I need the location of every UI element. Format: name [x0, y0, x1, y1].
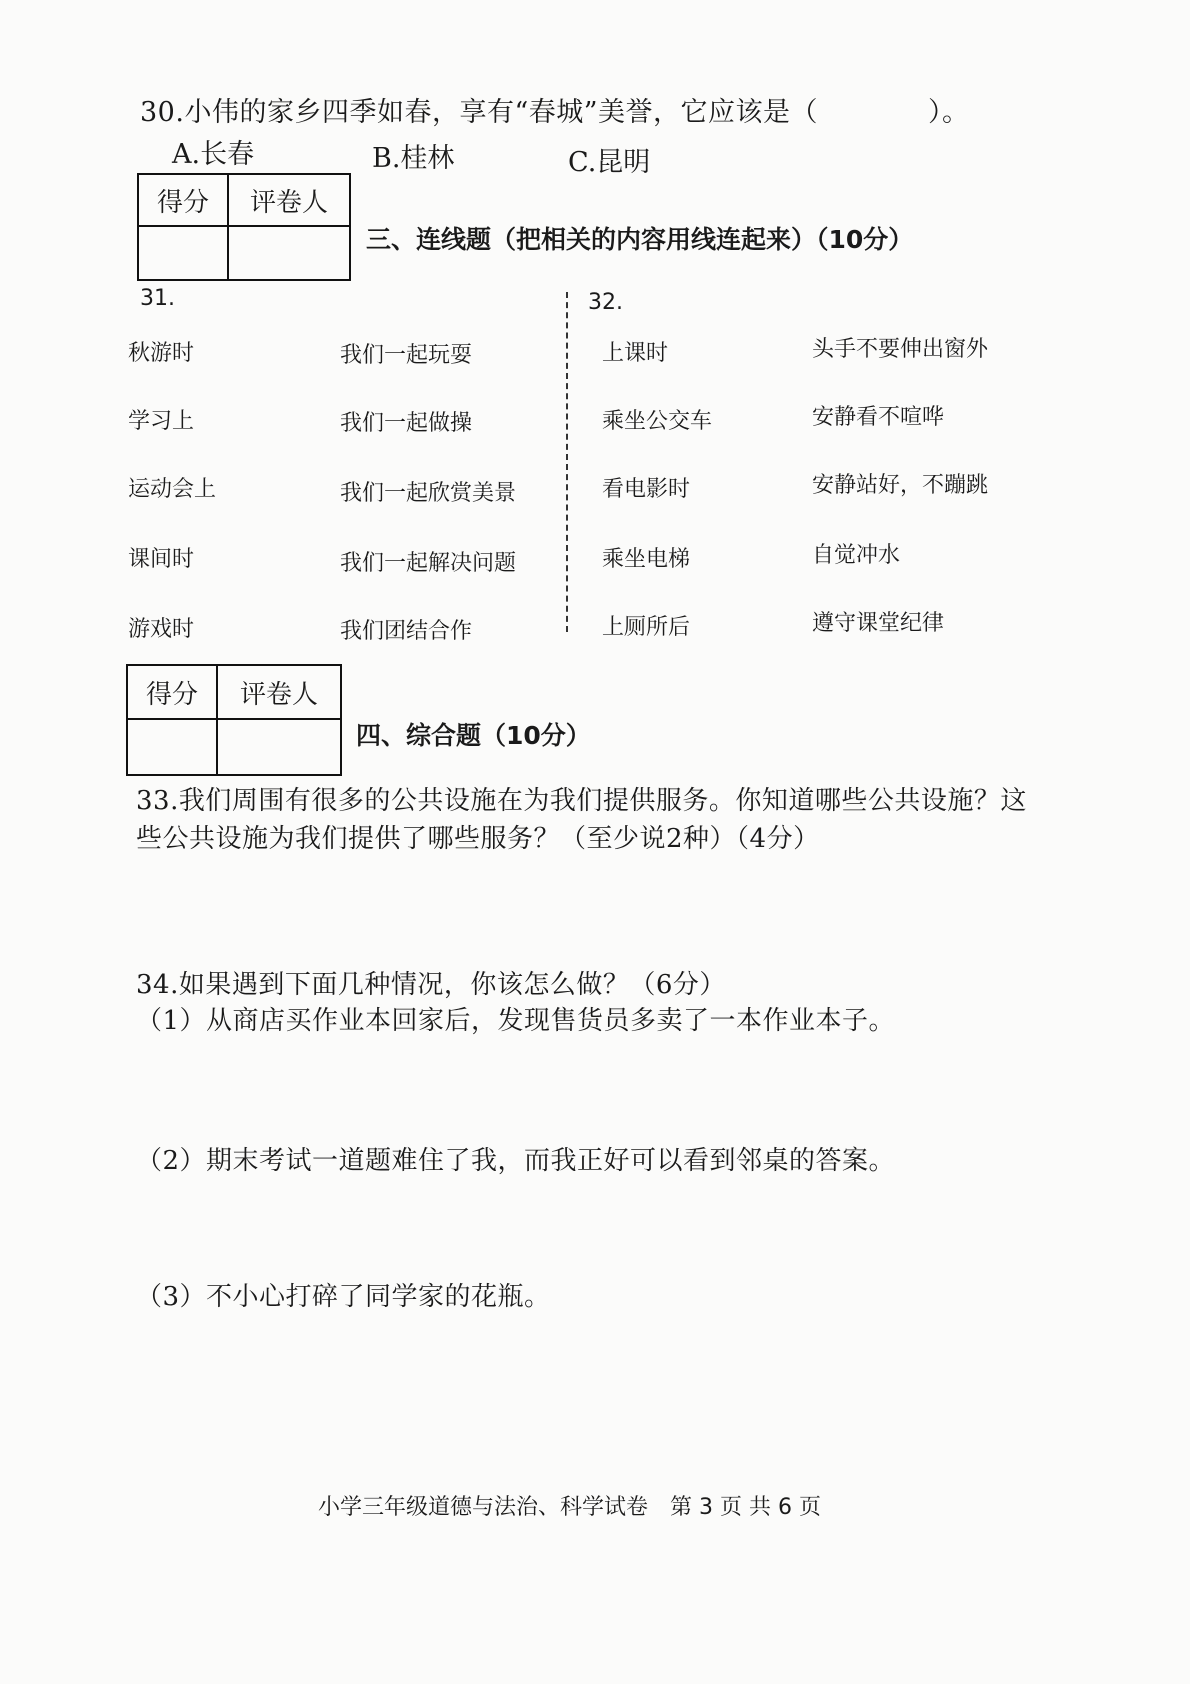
question-32-number: 32. — [588, 290, 623, 315]
grader-cell[interactable] — [228, 226, 350, 280]
q31-left-item: 秋游时 — [128, 341, 195, 366]
q32-left-item: 上厕所后 — [602, 615, 691, 640]
column-divider — [566, 292, 568, 632]
question-34-text: 34.如果遇到下面几种情况，你该怎么做？（6分） — [136, 970, 726, 1000]
q32-right-item: 遵守课堂纪律 — [812, 611, 945, 636]
section4-title: 四、综合题（10分） — [356, 721, 591, 750]
q32-left-item: 上课时 — [602, 341, 669, 366]
score-table-section3 — [137, 173, 351, 281]
q31-right-item: 我们团结合作 — [340, 619, 473, 644]
score-label: 得分 — [127, 665, 217, 719]
score-label: 得分 — [138, 174, 228, 226]
grader-label: 评卷人 — [228, 174, 350, 226]
q32-left-item: 看电影时 — [602, 477, 691, 502]
question-30-text: 30.小伟的家乡四季如春，享有“春城”美誉，它应该是（ ）。 — [140, 97, 970, 128]
q31-left-item: 游戏时 — [128, 617, 195, 642]
q32-left-item: 乘坐公交车 — [602, 409, 713, 434]
q31-right-item: 我们一起欣赏美景 — [340, 481, 517, 506]
q34-item-1: （1）从商店买作业本回家后，发现售货员多卖了一本作业本子。 — [136, 1006, 896, 1036]
q32-left-item: 乘坐电梯 — [602, 547, 691, 572]
q30-option-a: A.长春 — [172, 139, 255, 170]
score-cell[interactable] — [127, 719, 217, 775]
q30-option-c: C.昆明 — [568, 147, 651, 178]
question-31-number: 31. — [140, 286, 175, 311]
q32-right-item: 头手不要伸出窗外 — [812, 337, 989, 362]
q34-item-2: （2）期末考试一道题难住了我，而我正好可以看到邻桌的答案。 — [136, 1146, 896, 1176]
grader-label: 评卷人 — [217, 665, 341, 719]
q31-right-item: 我们一起玩耍 — [340, 343, 473, 368]
question-33-line1: 33.我们周围有很多的公共设施在为我们提供服务。你知道哪些公共设施？这 — [136, 786, 1027, 816]
q32-right-item: 安静站好，不蹦跳 — [812, 473, 989, 498]
question-33-line2: 些公共设施为我们提供了哪些服务？（至少说2种）（4分） — [136, 824, 820, 854]
q31-left-item: 课间时 — [128, 547, 195, 572]
q34-item-3: （3）不小心打碎了同学家的花瓶。 — [136, 1282, 551, 1312]
q30-option-b: B.桂林 — [372, 143, 455, 174]
q32-right-item: 自觉冲水 — [812, 543, 901, 568]
score-table-section4 — [126, 664, 342, 776]
q31-right-item: 我们一起解决问题 — [340, 551, 517, 576]
q32-right-item: 安静看不喧哗 — [812, 405, 945, 430]
q31-left-item: 学习上 — [128, 409, 195, 434]
page-footer: 小学三年级道德与法治、科学试卷 第 3 页 共 6 页 — [318, 1495, 821, 1520]
score-cell[interactable] — [138, 226, 228, 280]
q31-left-item: 运动会上 — [128, 477, 217, 502]
q31-right-item: 我们一起做操 — [340, 411, 473, 436]
grader-cell[interactable] — [217, 719, 341, 775]
section3-title: 三、连线题（把相关的内容用线连起来）（10分） — [366, 225, 914, 254]
